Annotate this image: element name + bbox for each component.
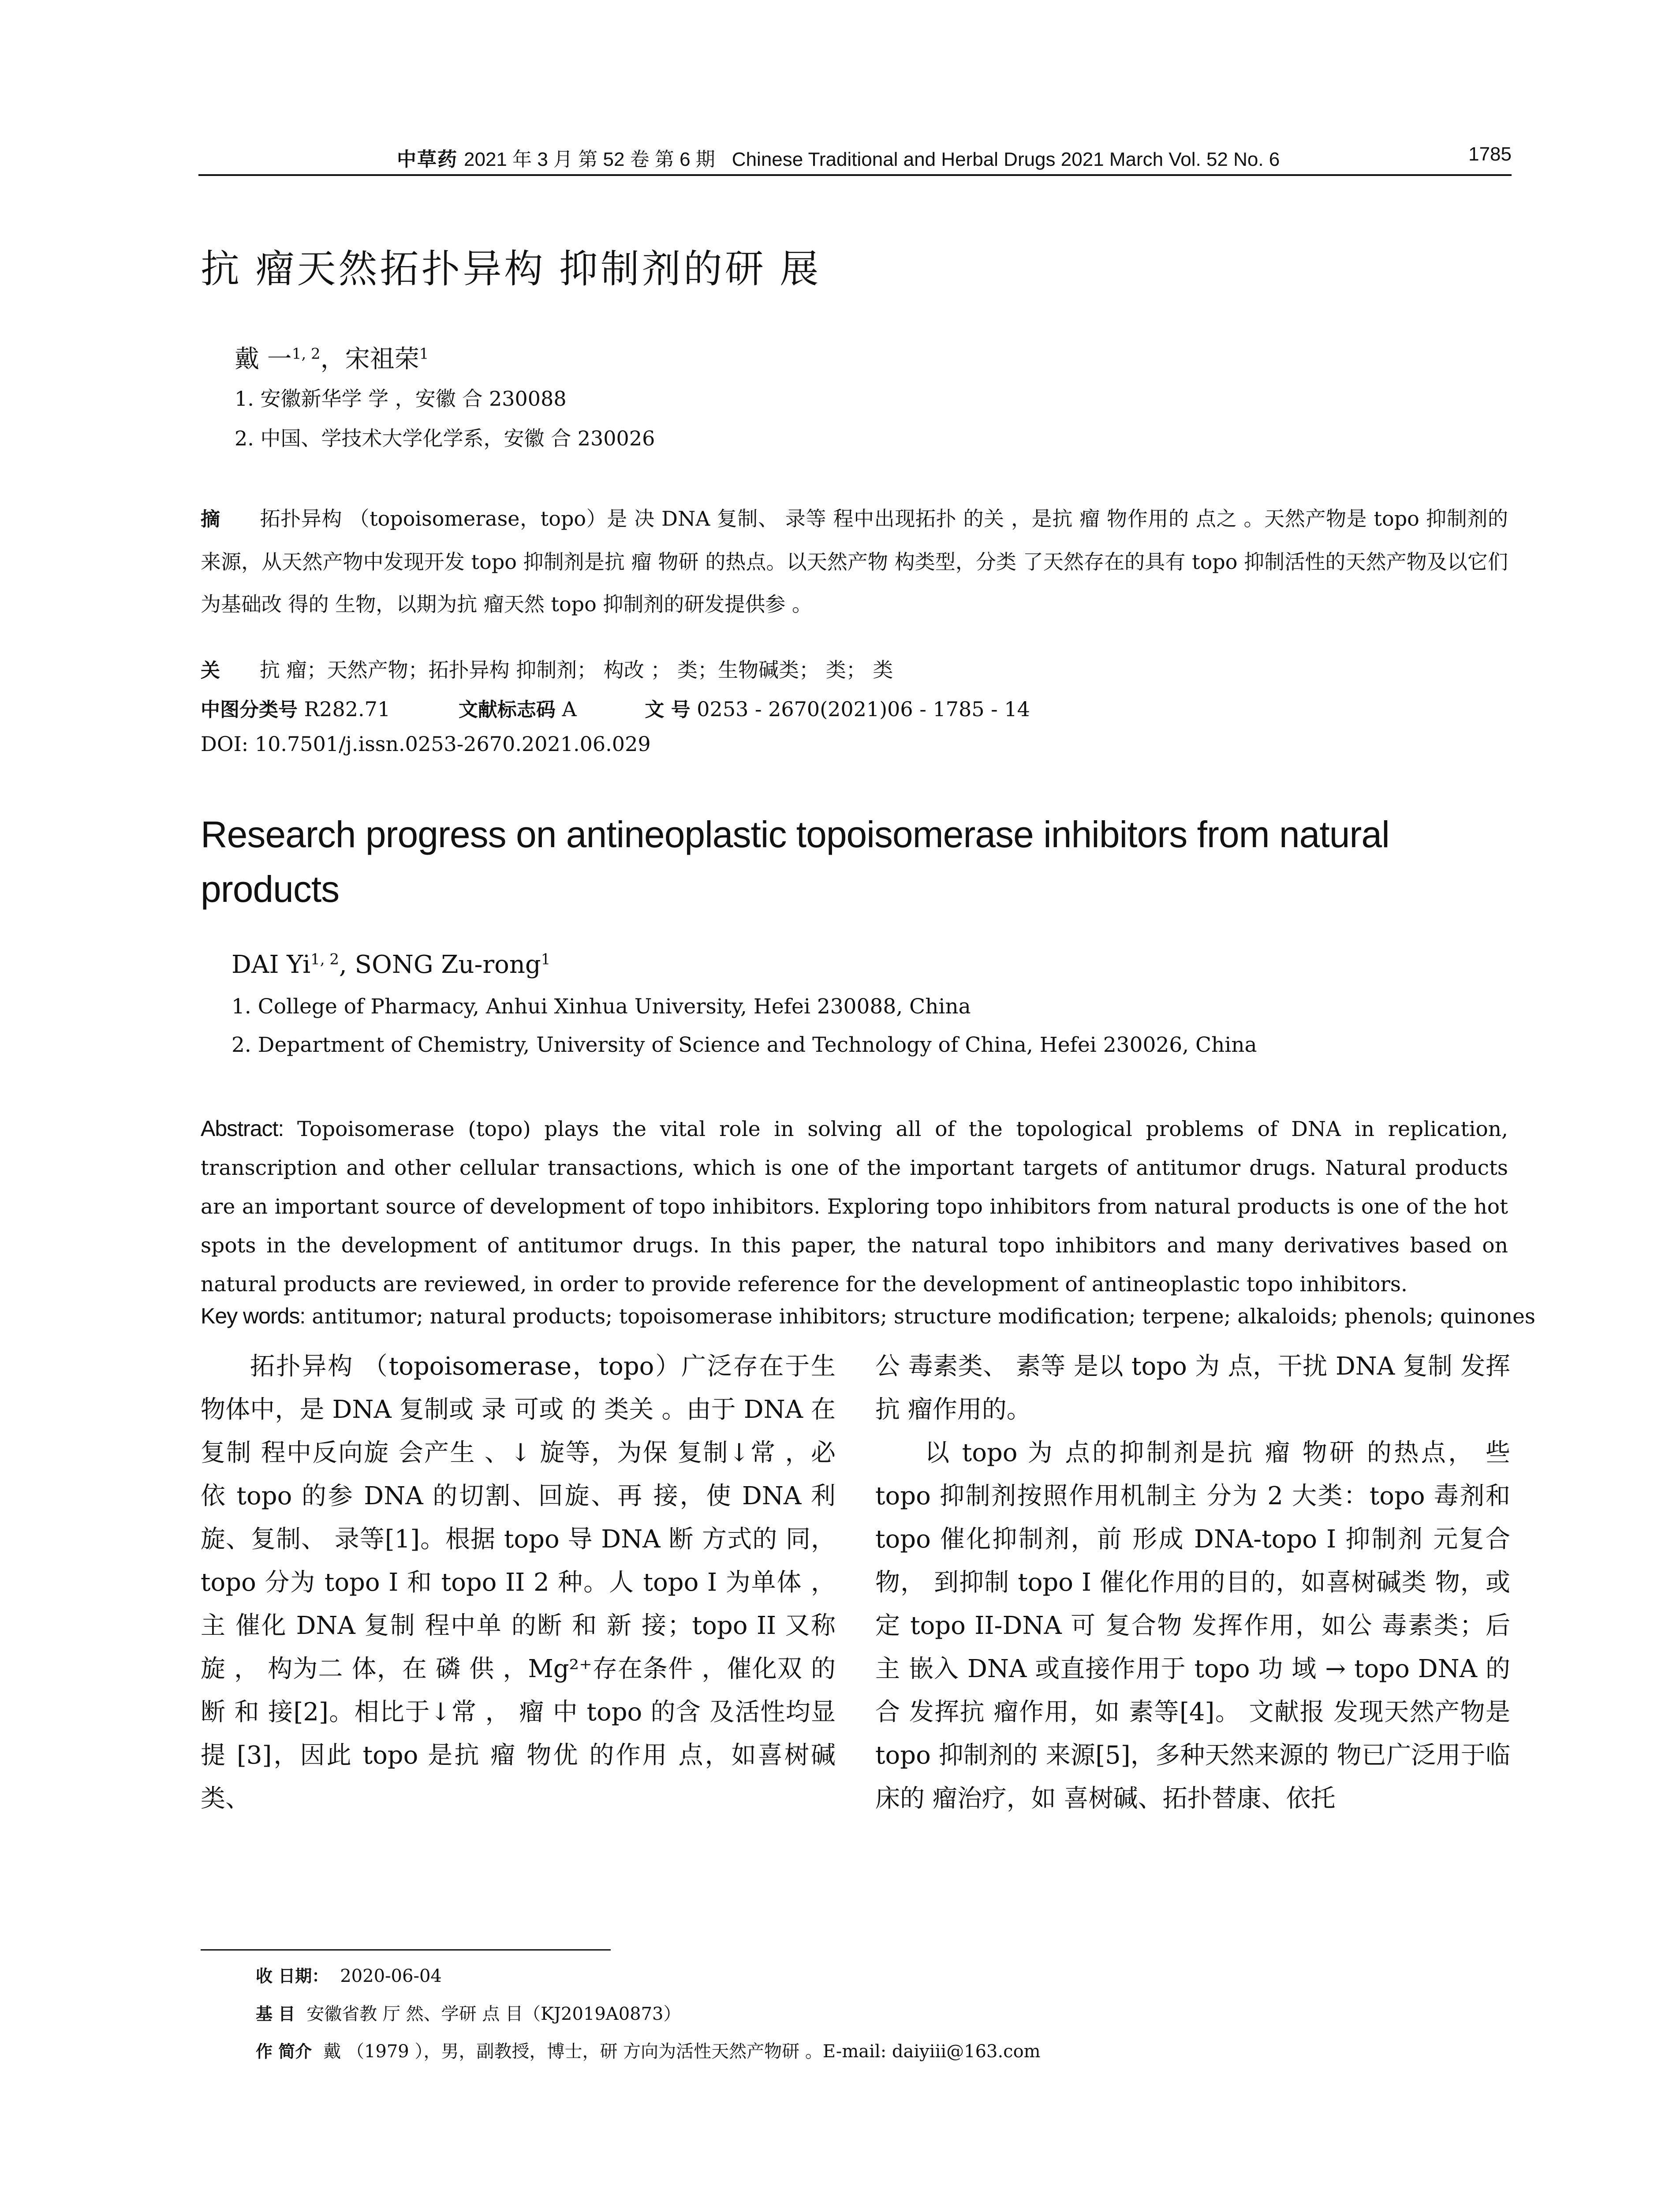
- cn-keywords-text: 抗 瘤；天然产物；拓扑异构 抑制剂； 构改 ； 类；生物碱类； 类； 类: [260, 658, 893, 682]
- class-number-value: R282.71: [304, 697, 391, 721]
- article-number-value: 0253 - 2670(2021)06 - 1785 - 14: [697, 697, 1030, 721]
- author-separator: ,: [339, 950, 355, 979]
- body-column-right: [875, 1345, 1510, 1820]
- cn-author-1-aff: 1, 2: [291, 345, 321, 363]
- footnote-label: 基 目: [256, 2004, 295, 2024]
- doi: DOI: 10.7501/j.issn.0253-2670.2021.06.029: [201, 732, 651, 756]
- journal-name-cn: 中草药: [397, 148, 458, 171]
- header-rule: [198, 174, 1512, 176]
- en-affiliation-1: 1. College of Pharmacy, Anhui Xinhua University, Hefei 230088, China: [231, 994, 971, 1019]
- footnote-text: 2020-06-04: [340, 1966, 442, 1986]
- footnote-text: 戴 （1979 ），男，副教授，博士，研 方向为活性天然产物研 。E-mail: daiyiii@163.com: [323, 2041, 1041, 2062]
- cn-affiliation-1: 1. 安徽新华学 学 ，安徽 合 230088: [235, 387, 567, 411]
- footnote-label: 作 简介: [256, 2042, 312, 2061]
- cn-classification-line: [201, 694, 1030, 722]
- en-title: Research progress on antineoplastic topoisomerase inhibitors from natural products: [201, 814, 1389, 910]
- cn-abstract-text: 拓扑异构 （topoisomerase，topo）是 决 DNA 复制、 录等 程中出现拓扑 的关 ，是抗 瘤 物作用的 点之 。天然产物是 topo 抑制剂的 来源，从天然产物中发现开发 topo 抑制剂是抗 瘤 物研 的热点。以天然产物 构类型，分类 了天然存在的具有 topo 抑制活性的天然产物及以它们为基础改 得的 生物，以期为抗 瘤天然 topo 抑制剂的研发提供参 。: [201, 507, 1508, 616]
- body-paragraph: 拓扑异构 （topoisomerase，topo）广泛存在于生物体中，是 DNA 复制或 录 可或 的 类关 。由于 DNA 在复制 程中反向旋 会产生 、↓ 旋等，为保 复制↓常 ，必 依 topo 的参 DNA 的切割、回旋、再 接，使 DNA 利 旋、复制、 录等[1]。根据 topo 导 DNA 断 方式的 同，topo 分为 topo I 和 topo II 2 种。人 topo I 为单体 ，主 催化 DNA 复制 程中单 的断 和 新 接；topo II 又称 旋 ， 构为二 体，在 磷 供 ，Mg²⁺存在条件 ，催化双 的断 和 接[2]。相比于↓常 ， 瘤 中 topo 的含 及活性均显 提 [3]，因此 topo 是抗 瘤 物优 的作用 点，如喜树碱类、: [201, 1352, 836, 1813]
- body-paragraph-continued: 公 毒素类、 素等 是以 topo 为 点，干扰 DNA 复制 发挥抗 瘤作用的。: [875, 1352, 1510, 1424]
- en-abstract-text: Topoisomerase (topo) plays the vital role in solving all of the topological problems of DNA in replication, transcription and other cellular transactions, which is one of the important targets of antitumor drugs. Natural products are an important source of development of topo inhibitors. Exploring topo inhibitors from natural products is one of the hot spots in the development of antitumor drugs. In this paper, the natural topo inhibitors and many derivatives based on natural products are reviewed, in order to provide reference for the development of antineoplastic topo inhibitors.: [201, 1117, 1508, 1297]
- cn-title: 抗 瘤天然拓扑异构 抑制剂的研 展: [201, 247, 821, 291]
- en-author-1-aff: 1, 2: [310, 950, 340, 968]
- en-abstract-label: Abstract:: [201, 1116, 284, 1141]
- cn-author-2: 宋祖荣: [345, 345, 419, 374]
- footnote-rule: [201, 1949, 611, 1951]
- article-number-label: 文 号: [645, 699, 691, 721]
- en-author-1: DAI Yi: [231, 950, 311, 979]
- footnote-text: 安徽省教 厅 然、学研 点 目（KJ2019A0873）: [306, 2004, 681, 2024]
- cn-author-1: 戴 一: [235, 345, 292, 374]
- running-header: [198, 143, 1512, 175]
- footnote-received: [256, 1962, 442, 1987]
- footnote-funding: [256, 2000, 681, 2025]
- en-keywords-text: antitumor; natural products; topoisomerase inhibitors; structure modification; terpene; alkaloids; phenols; quinones: [312, 1304, 1536, 1329]
- en-affiliation-2: 2. Department of Chemistry, University of Science and Technology of China, Hefei 230026, China: [231, 1033, 1257, 1057]
- footnote-label: 收 日期：: [256, 1966, 329, 1986]
- journal-name-en: Chinese Traditional and Herbal Drugs 2021 March Vol. 52 No. 6: [732, 149, 1280, 170]
- issue-cn: 2021 年 3 月 第 52 卷 第 6 期: [464, 149, 715, 170]
- body-paragraph: 以 topo 为 点的抑制剂是抗 瘤 物研 的热点， 些 topo 抑制剂按照作用机制主 分为 2 大类：topo 毒剂和 topo 催化抑制剂，前 形成 DNA-topo I 抑制剂 元复合物， 到抑制 topo I 催化作用的目的，如喜树碱类 物，或 定 topo II-DNA 可 复合物 发挥作用，如公 毒素类；后 主 嵌入 DNA 或直接作用于 topo 功 域 → topo DNA 的 合 发挥抗 瘤作用，如 素等[4]。 文献报 发现天然产物是 topo 抑制剂的 来源[5]，多种天然来源的 物已广泛用于临床的 瘤治疗，如 喜树碱、拓扑替康、依托: [875, 1439, 1510, 1813]
- journal-citation: [397, 143, 1280, 172]
- page-number: 1785: [1468, 143, 1512, 165]
- cn-author-2-aff: 1: [419, 345, 429, 363]
- cn-keywords: [201, 654, 1508, 683]
- cn-authors: [235, 340, 429, 375]
- cn-abstract-label: 摘: [201, 508, 220, 531]
- en-keywords: [201, 1303, 1536, 1329]
- author-separator: ，: [320, 345, 345, 374]
- en-keywords-label: Key words:: [201, 1304, 306, 1328]
- doc-code-label: 文献标志码: [458, 699, 556, 721]
- class-number-label: 中图分类号: [201, 699, 298, 721]
- en-author-2-aff: 1: [541, 950, 551, 968]
- footnote-author-bio: [256, 2037, 1041, 2063]
- en-author-2: SONG Zu-rong: [355, 950, 541, 979]
- cn-affiliation-2: 2. 中国、学技术大学化学系，安徽 合 230026: [235, 426, 655, 450]
- body-column-left: [201, 1345, 836, 1820]
- cn-keywords-label: 关: [201, 659, 220, 682]
- en-abstract: [201, 1109, 1508, 1304]
- doc-code-value: A: [562, 697, 577, 721]
- cn-abstract: [201, 497, 1508, 625]
- en-authors: [231, 950, 550, 979]
